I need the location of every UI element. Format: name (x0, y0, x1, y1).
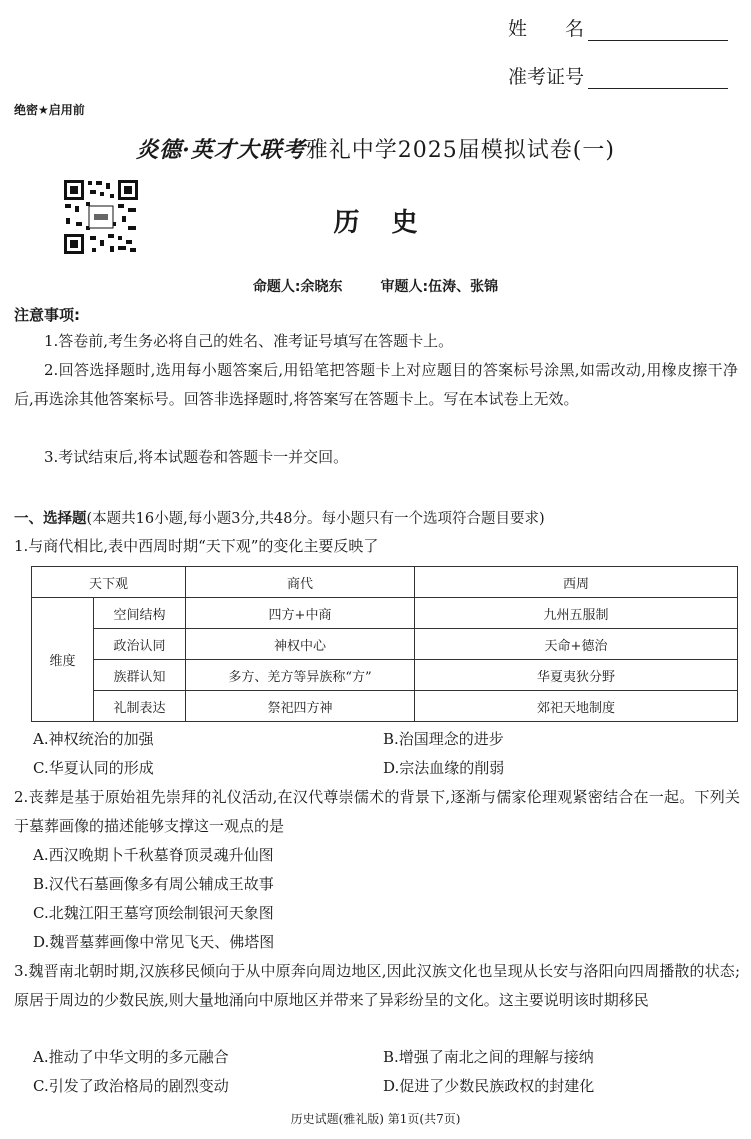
q2-option-a: A.西汉晚期卜千秋墓脊顶灵魂升仙图 (33, 846, 274, 864)
q1-option-b: B.治国理念的进步 (383, 730, 504, 748)
table-cell: 神权中心 (186, 629, 415, 660)
q1-option-d: D.宗法血缘的削弱 (383, 759, 505, 777)
table-cell: 九州五服制 (415, 598, 738, 629)
table-cell: 郊祀天地制度 (415, 691, 738, 722)
question-3-stem: 3.魏晋南北朝时期,汉族移民倾向于从中原奔向周边地区,因此汉族文化也呈现从长安与洛阳向四周播散的状态;原居于周边的少数民族,则大量地涌向中原地区并带来了异彩纷呈的文化。这主要说明该时期移民 (14, 962, 740, 1009)
subject-title: 历史 (333, 208, 450, 238)
table-cell: 政治认同 (94, 629, 186, 660)
q1-option-c: C.华夏认同的形成 (33, 759, 154, 777)
q3-option-c: C.引发了政治格局的剧烈变动 (33, 1077, 229, 1095)
table-header: 商代 (186, 567, 415, 598)
table-row (32, 660, 738, 691)
table-row (32, 598, 738, 629)
ticket-label: 准考证号 (508, 66, 585, 88)
exam-title (0, 133, 751, 164)
notice-item: 1.答卷前,考生务必将自己的姓名、准考证号填写在答题卡上。 (44, 332, 454, 350)
question-1-stem: 1.与商代相比,表中西周时期“天下观”的变化主要反映了 (14, 537, 379, 555)
author-name: 命题人:余晓东 (252, 279, 343, 295)
q2-option-d: D.魏晋墓葬画像中常见飞天、佛塔图 (33, 933, 275, 951)
q2-option-c: C.北魏江阳王墓穹顶绘制银河天象图 (33, 904, 274, 922)
ticket-blank (588, 68, 728, 89)
section-heading (14, 507, 545, 528)
table-cell: 天命+德治 (415, 629, 738, 660)
authors (0, 276, 751, 296)
name-label: 姓 名 (508, 18, 585, 40)
table-row (32, 691, 738, 722)
reviewer-name: 审题人:伍涛、张锦 (380, 279, 499, 295)
question-2-stem: 2.丧葬是基于原始祖先崇拜的礼仪活动,在汉代尊崇儒术的背景下,逐渐与儒家伦理观紧密结合在一起。下列关于墓葬画像的描述能够支撑这一观点的是 (14, 788, 740, 835)
table-group-cell: 维度 (32, 598, 94, 722)
table-row (32, 629, 738, 660)
q3-option-b: B.增强了南北之间的理解与接纳 (383, 1048, 594, 1066)
ticket-field (508, 62, 728, 89)
notice-heading: 注意事项: (14, 306, 80, 324)
table-cell: 华夏夷狄分野 (415, 660, 738, 691)
table-header: 天下观 (32, 567, 186, 598)
q1-option-a: A.神权统治的加强 (33, 730, 154, 748)
name-field (508, 14, 728, 41)
page-footer: 历史试题(雅礼版) 第1页(共7页) (290, 1112, 461, 1126)
section-title: 一、选择题 (14, 511, 87, 527)
table-header: 西周 (415, 567, 738, 598)
title-brand: 炎德·英才大联考 (136, 137, 306, 163)
table-row (32, 567, 738, 598)
q1-table (31, 566, 738, 722)
table-cell: 祭祀四方神 (186, 691, 415, 722)
secret-mark: 绝密★启用前 (14, 103, 85, 117)
notice-item: 2.回答选择题时,选用每小题答案后,用铅笔把答题卡上对应题目的答案标号涂黑,如需改动,用橡皮擦干净后,再选涂其他答案标号。回答非选择题时,将答案写在答题卡上。写在本试卷上无效。 (14, 361, 738, 408)
table-cell: 礼制表达 (94, 691, 186, 722)
q3-option-d: D.促进了少数民族政权的封建化 (383, 1077, 595, 1095)
table-cell: 空间结构 (94, 598, 186, 629)
notice-item: 3.考试结束后,将本试题卷和答题卡一并交回。 (44, 448, 349, 466)
table-cell: 多方、羌方等异族称“方” (186, 660, 415, 691)
title-rest: 雅礼中学2025届模拟试卷(一) (305, 138, 615, 163)
q2-option-b: B.汉代石墓画像多有周公辅成王故事 (33, 875, 274, 893)
table-cell: 四方+中商 (186, 598, 415, 629)
name-blank (588, 20, 728, 41)
q3-option-a: A.推动了中华文明的多元融合 (33, 1048, 229, 1066)
section-note: (本题共16小题,每小题3分,共48分。每小题只有一个选项符合题目要求) (86, 511, 545, 527)
table-cell: 族群认知 (94, 660, 186, 691)
